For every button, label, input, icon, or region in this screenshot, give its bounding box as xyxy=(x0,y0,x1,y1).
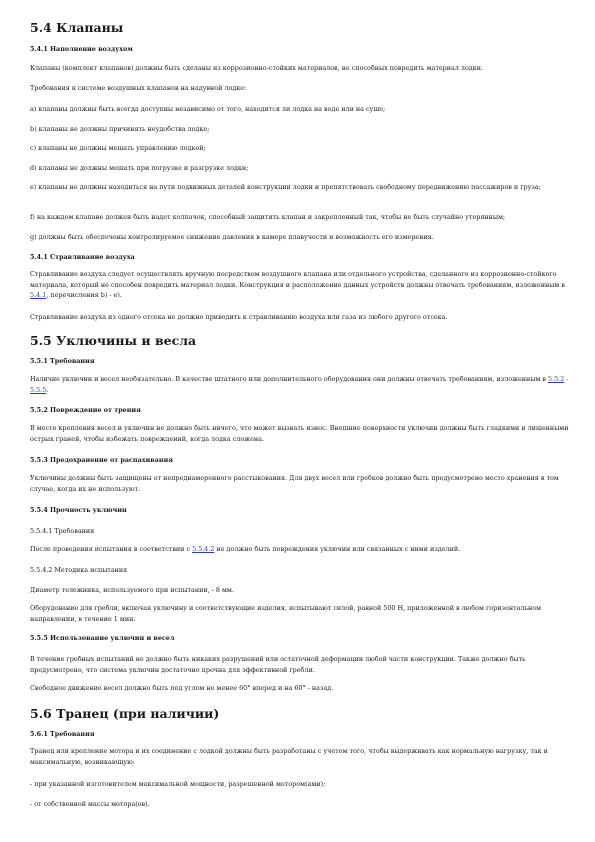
list-item: g) должны быть обеспечены контролируемое снижение давления в камере плавучести и возможность его измерения. xyxy=(30,233,434,241)
subsection-heading: 5.5.5 Использование уключин и весел xyxy=(30,634,175,642)
list-item: - при указанной изготовителем максимальной мощности, разрешенной мотором(ами); xyxy=(30,780,326,788)
paragraph: Диаметр тележника, используемого при испытании, - 8 мм. xyxy=(30,586,234,594)
reference-link[interactable]: 5.4.1 xyxy=(30,291,47,299)
list-item: a) клапаны должны быть всегда доступны независимо от того, находится ли лодка на воде или на суше; xyxy=(30,105,386,113)
paragraph: Свободное движение весел должно быть под углом не менее 60° вперед и на 60° - назад. xyxy=(30,684,334,692)
paragraph: Уключины должны быть защищены от непреднамеренного расстыкования. Для двух весел или гребков должно быть предусмотрено место хранения в том случае, когда их не используют. xyxy=(30,474,559,493)
list-item: c) клапаны не должны мешать управлению лодкой; xyxy=(30,144,206,152)
reference-link[interactable]: 5.5.4.2 xyxy=(192,545,215,553)
list-item: d) клапаны не должны мешать при погрузке и разгрузке лодки; xyxy=(30,164,249,172)
list-item: b) клапаны не должны причинять неудобства лодке; xyxy=(30,125,210,133)
paragraph: Требования к системе воздушных клапанов на надувной лодке: xyxy=(30,84,247,92)
list-item: - от собственной массы мотора(ов). xyxy=(30,800,150,808)
paragraph: В месте крепления весел и уключин не должно быть ничего, что может вызвать износ. Внешние поверхности уключин должны быть гладкими и лишенными острых граней, чтобы избежать повреждений, когда лодка сложена. xyxy=(30,424,569,443)
subsubsection-heading: 5.5.4.2 Методика испытания xyxy=(30,566,128,574)
paragraph: Транец или крепление мотора и их соединение с лодкой должны быть разработаны с учетом того, чтобы выдерживать как нормальную нагрузку, так и максимальную, возникающую: xyxy=(30,747,548,766)
paragraph: Наличие уключин и весел необязательно. В качестве штатного или дополнительного оборудования они должны отвечать требованиям, изложенным в 5.5.2 - 5.5.5. xyxy=(30,375,569,394)
paragraph: Стравливание воздуха из одного отсека не должно приводить к стравливанию воздуха или газа из любого другого отсека. xyxy=(30,313,448,321)
subsection-heading: 5.6.1 Требования xyxy=(30,730,95,738)
paragraph: В течение гребных испытаний не должно быть никаких разрушений или остаточной деформации любой части конструкции. Также должно быть предусмотрено, что система уключин достаточно прочна для эффективной гребли. xyxy=(30,655,526,674)
reference-link[interactable]: 5.5.2 xyxy=(548,375,565,383)
section-5-4-heading: 5.4 Клапаны xyxy=(30,20,124,35)
reference-link[interactable]: 5.5.5 xyxy=(30,385,47,394)
subsection-heading: 5.5.2 Повреждение от трения xyxy=(30,406,141,414)
subsection-heading: 5.5.1 Требования xyxy=(30,357,95,365)
subsection-heading: 5.5.4 Прочность уключин xyxy=(30,506,127,514)
paragraph: Клапаны (комплект клапанов) должны быть сделаны из коррозионно-стойких материалов, не способных повредить материал лодки. xyxy=(30,64,484,72)
subsubsection-heading: 5.5.4.1 Требования xyxy=(30,527,95,535)
subsection-heading: 5.4.1 Наполнение воздухом xyxy=(30,45,133,53)
section-5-5-heading: 5.5 Уключины и весла xyxy=(30,333,197,348)
paragraph: После проведения испытания в соответствии с 5.5.4.2 не должно быть повреждения уключин или связанных с ними изделий. xyxy=(30,545,461,553)
document-page xyxy=(30,0,570,842)
list-item: f) на каждом клапане должен быть надет колпачок, способный защитить клапан и закрепленный так, чтобы не быть случайно утерянным; xyxy=(30,213,506,221)
paragraph: Оборудование для гребли, включая уключину и соответствующие изделия, испытывают силой, равной 500 Н, приложенной в любом горизонтальном направлении, в течение 1 мин. xyxy=(30,604,542,623)
subsection-heading: 5.4.1 Стравливание воздуха xyxy=(30,253,135,261)
paragraph: Стравливание воздуха следует осуществлять вручную посредством воздушного клапана или отдельного устройства, сделанного из коррозионно-стойкого материала, который не способен повредить материал лодки. Конструкция и расположение данных устройств должны отвечать требованиям, изложенным в 5.4.1, перечисления b) - e). xyxy=(30,270,565,299)
section-5-6-heading: 5.6 Транец (при наличии) xyxy=(30,706,220,721)
list-item: e) клапаны не должны находиться на пути подвижных деталей конструкции лодки и препятствовать свободному передвижению пассажиров и груза; xyxy=(30,183,541,191)
subsection-heading: 5.5.3 Предохранение от распахивания xyxy=(30,456,174,464)
